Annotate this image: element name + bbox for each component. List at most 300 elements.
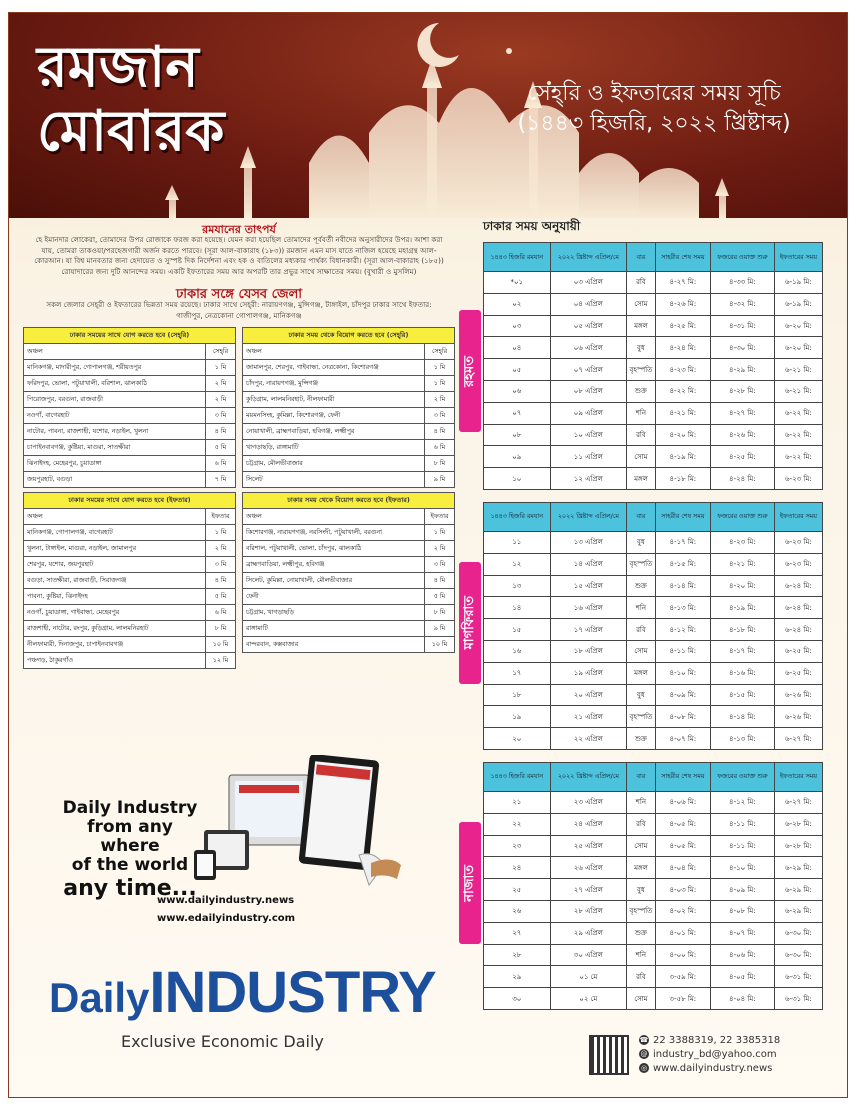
timetable-cell: ২৫: [484, 879, 551, 901]
promo-url-1[interactable]: www.dailyindustry.news: [157, 895, 295, 906]
timetable-cell: ৪-২৭ মি:: [710, 402, 774, 424]
minutes-cell: ২ মি: [206, 541, 236, 557]
email-text[interactable]: industry_bd@yahoo.com: [653, 1049, 777, 1060]
minutes-cell: ৪ মি: [206, 573, 236, 589]
timetable-cell: ৪-২১ মি:: [655, 402, 710, 424]
districts-text: সকল জেলার সেহ্‌রী ও ইফতারের ভিন্নতা সময় রয়েছে। ঢাকার সাথে সেহ্‌রী: নারায়ণগঞ্জ, মুন্সিগঞ্জ, টাঙ্গাইল, চাঁদপুর ঢাকার সাথে ইফতার: গাজীপুর, নেত্রকোনা গোপালগঞ্জ, মানিকগঞ্জ: [46, 300, 432, 320]
timetable-cell: রবি: [627, 272, 656, 294]
timetable-cell: ৪-০০ মি:: [655, 944, 710, 966]
timetable-cell: ১১ এপ্রিল: [550, 446, 627, 468]
table-caption-row: [24, 328, 236, 344]
timetable-cell: ৬-২৭ মি:: [774, 791, 822, 813]
phone-text: 22 3388319, 22 3385318: [653, 1035, 781, 1046]
timetable-cell: মঙ্গল: [627, 662, 656, 684]
area-cell: সিলেট: [243, 472, 425, 488]
timetable-cell: সোম: [627, 988, 656, 1010]
timetable-row: [484, 922, 823, 944]
subtitle-line-1: সেহ্‌রি ও ইফতারের সময় সূচি: [527, 81, 781, 106]
promo-line-3: of the world: [71, 855, 189, 875]
timetable-cell: শনি: [627, 944, 656, 966]
timetable-cell: ৪-০২ মি:: [655, 900, 710, 922]
timetable-cell: ৩-৫৮ মি:: [655, 988, 710, 1010]
table-row: [243, 424, 455, 440]
timetable-cell: ৪-০৫ মি:: [710, 966, 774, 988]
timetable-cell: ৬-২৩ মি:: [774, 531, 822, 553]
area-cell: ময়মনসিংহ, কুমিল্লা, কিশোরগঞ্জ, ফেনী: [243, 408, 425, 424]
timetable-cell: ০৫ এপ্রিল: [550, 315, 627, 337]
timetable-column-header: বার: [627, 502, 656, 531]
timetable-cell: ৬-২৪ মি:: [774, 597, 822, 619]
timetable-column-header: ফজরের ওয়াক্ত শুরু: [710, 243, 774, 272]
timetable-cell: ৬-৩০ মি:: [774, 922, 822, 944]
timetable-cell: ৪-২০ মি:: [710, 575, 774, 597]
area-cell: চাপাইনবাবগঞ্জ, কুষ্টিয়া, মাগুরা, সাতক্ষীরা: [24, 440, 206, 456]
timetable-cell: ৪-২৫ মি:: [710, 446, 774, 468]
left-column: [23, 218, 455, 673]
area-cell: শেরপুর, যশোর, জয়পুরহাট: [24, 557, 206, 573]
timetable-cell: সোম: [627, 293, 656, 315]
schedule-heading: ঢাকার সময় অনুযায়ী: [483, 219, 581, 233]
timetable-row: [484, 640, 823, 662]
area-cell: বগুড়া, সাতক্ষীরা, রাজবাড়ী, সিরাজগঞ্জ: [24, 573, 206, 589]
promo-section: [29, 755, 459, 945]
timetable-cell: শুক্র: [627, 380, 656, 402]
timetable-cell: ৬-২৫ মি:: [774, 640, 822, 662]
timetable-cell: ৪-০১ মি:: [655, 922, 710, 944]
timetable-cell: ২৯: [484, 966, 551, 988]
minutes-cell: ১ মি: [206, 525, 236, 541]
minutes-cell: ৪ মি: [425, 424, 455, 440]
timetable-cell: ২২ এপ্রিল: [550, 728, 627, 750]
timetable-cell: ৪-২৭ মি:: [655, 272, 710, 294]
timetable-cell: ৬-২০ মি:: [774, 315, 822, 337]
timetable-cell: বৃহস্পতি: [627, 706, 656, 728]
timetable-cell: ১২: [484, 553, 551, 575]
minutes-cell: ৭ মি: [206, 472, 236, 488]
minutes-cell: ৪ মি: [206, 424, 236, 440]
timetable-cell: ৪-২৩ মি:: [710, 531, 774, 553]
timetable-cell: ২৪ এপ্রিল: [550, 813, 627, 835]
minutes-cell: ৬ মি: [425, 440, 455, 456]
timetable-row: [484, 446, 823, 468]
area-cell: চাঁদপুর, নারায়ণগঞ্জ, মুন্সিগঞ্জ: [243, 376, 425, 392]
timetable: [483, 242, 823, 490]
column-header-area: অঞ্চল: [24, 509, 206, 525]
column-header-area: অঞ্চল: [24, 344, 206, 360]
brand-name: [49, 960, 436, 1028]
timetable-row: [484, 531, 823, 553]
timetable-cell: ৬-২৪ মি:: [774, 619, 822, 641]
timetable-cell: ০৯ এপ্রিল: [550, 402, 627, 424]
minutes-cell: ৫ মি: [206, 440, 236, 456]
timetable-cell: ১৩: [484, 575, 551, 597]
table-row: [243, 525, 455, 541]
adjustment-table: [242, 492, 455, 653]
area-cell: নওগাঁ, চুয়াডাঙ্গা, গাইবান্ধা, মেহেরপুর: [24, 605, 206, 621]
timetable-cell: ০৭: [484, 402, 551, 424]
brand-logo: [49, 960, 436, 1051]
timetable-header-row: [484, 762, 823, 791]
minutes-cell: ১ মি: [425, 525, 455, 541]
brand-name-main: INDUSTRY: [149, 960, 436, 1025]
timetable-cell: ৪-০৬ মি:: [655, 791, 710, 813]
table-row: [24, 456, 236, 472]
table-header-row: [243, 509, 455, 525]
timetable-row: [484, 835, 823, 857]
phase-label: মাগফিরাত: [461, 596, 477, 650]
area-cell: সিলেট, কুমিল্লা, নোয়াখালী, মৌলভীবাজার: [243, 573, 425, 589]
timetable-cell: ০৮: [484, 424, 551, 446]
minutes-cell: ২ মি: [206, 392, 236, 408]
area-cell: নওগাঁ, বাগেরহাট: [24, 408, 206, 424]
area-cell: পাবনা, কুষ্টিয়া, ঝিনাইদহ: [24, 589, 206, 605]
timetable-cell: ১৯: [484, 706, 551, 728]
timetable-cell: ৪-২৬ মি:: [710, 424, 774, 446]
timetable-row: [484, 706, 823, 728]
minutes-cell: ৮ মি: [206, 621, 236, 637]
timetable-cell: ৪-১৮ মি:: [655, 468, 710, 490]
adjustment-table: [23, 492, 236, 669]
timetable-cell: ৪-২৩ মি:: [655, 359, 710, 381]
subtitle-line-2: (১৪৪৩ হিজরি, ২০২২ খ্রিষ্টাব্দ): [517, 111, 791, 136]
timetable-cell: ৬-১৯ মি:: [774, 272, 822, 294]
timetable-cell: ৬-২৩ মি:: [774, 468, 822, 490]
page-title: [37, 35, 287, 163]
area-cell: কুড়িগ্রাম, লালমনিরহাট, নীলফামারী: [243, 392, 425, 408]
timetable-column-header: ফজরের ওয়াক্ত শুরু: [710, 502, 774, 531]
timetable-cell: ৪-১২ মি:: [655, 619, 710, 641]
timetable-cell: ১০ এপ্রিল: [550, 424, 627, 446]
timetable-cell: সোম: [627, 835, 656, 857]
timetable-cell: ৪-১৪ মি:: [655, 575, 710, 597]
email-icon: @: [640, 1050, 648, 1058]
area-cell: বরিশাল, পটুয়াখালী, ভোলা, চাঁদপুর, ঝালকাঠি: [243, 541, 425, 557]
table-row: [24, 472, 236, 488]
area-cell: পঞ্চগড়, ঠাকুরগাঁও: [24, 653, 206, 669]
timetable-cell: ৪-১৯ মি:: [710, 597, 774, 619]
promo-line-1: Daily Industry: [62, 798, 198, 818]
timetable-cell: ২৩ এপ্রিল: [550, 791, 627, 813]
timetable-column-header: ১৪৪৩ হিজরি রমযান: [484, 243, 551, 272]
timetable-cell: ২৬ এপ্রিল: [550, 857, 627, 879]
timetable-cell: ০৭ এপ্রিল: [550, 359, 627, 381]
timetable-cell: ৪-২৫ মি:: [655, 315, 710, 337]
promo-line-4: any time...: [63, 876, 197, 901]
timetable: [483, 502, 823, 750]
timetable-column-header: ফজরের ওয়াক্ত শুরু: [710, 762, 774, 791]
timetable-cell: বুধ: [627, 337, 656, 359]
timetable-column-header: সাহরীর শেষ সময়: [655, 502, 710, 531]
area-cell: মানিকগঞ্জ, মাদারীপুর, গোপালগঞ্জ, শরীয়তপুর: [24, 360, 206, 376]
timetable-row: [484, 900, 823, 922]
timetable-cell: ৬-২৯ মি:: [774, 900, 822, 922]
table-row: [24, 408, 236, 424]
qr-code-icon[interactable]: [589, 1035, 629, 1075]
timetable-row: [484, 272, 823, 294]
timetable-cell: ৩০ এপ্রিল: [550, 944, 627, 966]
table-row: [243, 589, 455, 605]
timetable-cell: ১১: [484, 531, 551, 553]
districts-heading: ঢাকার সঙ্গে যেসব জেলা: [175, 287, 303, 302]
timetable-cell: ০৫: [484, 359, 551, 381]
timetable-row: [484, 684, 823, 706]
timetable-cell: শুক্র: [627, 728, 656, 750]
timetable-cell: ০৯: [484, 446, 551, 468]
timetable-cell: ৬-২২ মি:: [774, 402, 822, 424]
table-row: [243, 637, 455, 653]
timetable-cell: ০৪ এপ্রিল: [550, 293, 627, 315]
timetable-cell: ৬-২৯ মি:: [774, 857, 822, 879]
schedule-blocks: [457, 242, 842, 1010]
timetable-cell: রবি: [627, 966, 656, 988]
timetable-cell: শনি: [627, 791, 656, 813]
phone-icon: ☎: [639, 1036, 649, 1044]
timetable-cell: ৪-৩১ মি:: [710, 315, 774, 337]
table-row: [243, 621, 455, 637]
schedule-block: [457, 242, 842, 490]
table-caption: ঢাকার সময়ের সাথে যোগ করতে হবে (সেহ্‌রি): [24, 328, 236, 344]
title-line-2: মোবারক: [37, 98, 225, 164]
timetable-cell: ৪-০৯ মি:: [710, 879, 774, 901]
area-cell: চট্টগ্রাম, মৌলভীবাজার: [243, 456, 425, 472]
timetable-row: [484, 813, 823, 835]
timetable-column-header: বার: [627, 762, 656, 791]
contact-website: [639, 1062, 780, 1076]
timetable-row: [484, 988, 823, 1010]
column-header-value: সেহ্‌রি: [206, 344, 236, 360]
timetable-cell: ১০: [484, 468, 551, 490]
timetable-cell: ০৩: [484, 315, 551, 337]
area-cell: পিরোজপুর, বরগুনা, রাজবাড়ী: [24, 392, 206, 408]
timetable-cell: ১৩ এপ্রিল: [550, 531, 627, 553]
minutes-cell: ২ মি: [425, 392, 455, 408]
timetable-row: [484, 857, 823, 879]
timetable-row: [484, 380, 823, 402]
timetable-cell: ৪-০৩ মি:: [655, 879, 710, 901]
column-header-area: অঞ্চল: [243, 344, 425, 360]
minutes-cell: ২ মি: [206, 376, 236, 392]
timetable-header-row: [484, 502, 823, 531]
timetable-cell: ৬-২৫ মি:: [774, 662, 822, 684]
timetable-cell: ২১: [484, 791, 551, 813]
minutes-cell: ১২ মি: [206, 653, 236, 669]
timetable-cell: ১৬ এপ্রিল: [550, 597, 627, 619]
area-cell: নাটোর, পাবনা, রাজশাহী, যশোর, নড়াইল, খুলনা: [24, 424, 206, 440]
timetable-cell: বুধ: [627, 531, 656, 553]
timetable-cell: ০৬ এপ্রিল: [550, 337, 627, 359]
timetable-cell: ১৭ এপ্রিল: [550, 619, 627, 641]
timetable-cell: ২৬: [484, 900, 551, 922]
area-cell: খুলনা, টাঙ্গাইল, মাগুরা, নড়াইল, জামালপুর: [24, 541, 206, 557]
minutes-cell: ৫ মি: [425, 589, 455, 605]
timetable-cell: ৪-০৯ মি:: [655, 684, 710, 706]
timetable-cell: ২৮ এপ্রিল: [550, 900, 627, 922]
timetable-cell: ৬-২৯ মি:: [774, 879, 822, 901]
timetable-row: [484, 553, 823, 575]
timetable-cell: ৬-২৪ মি:: [774, 575, 822, 597]
timetable-cell: সোম: [627, 446, 656, 468]
timetable-cell: বুধ: [627, 879, 656, 901]
timetable-cell: ৬-২৬ মি:: [774, 706, 822, 728]
timetable-cell: ৬-৩১ মি:: [774, 988, 822, 1010]
timetable-cell: শুক্র: [627, 922, 656, 944]
table-row: [24, 573, 236, 589]
timetable-cell: ২৫ এপ্রিল: [550, 835, 627, 857]
timetable-cell: ২০: [484, 728, 551, 750]
timetable-cell: ৪-২৯ মি:: [710, 359, 774, 381]
phase-tab: [459, 822, 481, 944]
table-row: [24, 605, 236, 621]
timetable-column-header: ইফতারের সময়: [774, 502, 822, 531]
contact-phone: [639, 1034, 780, 1048]
column-header-value: ইফতার: [425, 509, 455, 525]
schedule-section: [457, 218, 842, 1022]
area-cell: জয়পুরহাট, বগুড়া: [24, 472, 206, 488]
timetable-cell: ৬-২০ মি:: [774, 337, 822, 359]
timetable-cell: বৃহস্পতি: [627, 900, 656, 922]
timetable-cell: ৬-২২ মি:: [774, 446, 822, 468]
table-row: [243, 360, 455, 376]
minutes-cell: ৮ মি: [425, 605, 455, 621]
minutes-cell: ৪ মি: [425, 573, 455, 589]
area-cell: মানিকগঞ্জ, গোপালগঞ্জ, বাগেরহাট: [24, 525, 206, 541]
timetable-cell: রবি: [627, 813, 656, 835]
timetable-row: [484, 879, 823, 901]
table-row: [24, 589, 236, 605]
table-row: [243, 408, 455, 424]
timetable-cell: ২২: [484, 813, 551, 835]
table-header-row: [24, 344, 236, 360]
timetable-cell: ৪-১১ মি:: [710, 835, 774, 857]
area-cell: রাজশাহী, নাটোর, রংপুর, কুড়িগ্রাম, লালমনিরহাট: [24, 621, 206, 637]
timetable-cell: *০১: [484, 272, 551, 294]
area-cell: ফেনী: [243, 589, 425, 605]
promo-url-2[interactable]: www.edailyindustry.com: [157, 913, 296, 924]
timetable-cell: ৪-০৮ মি:: [655, 706, 710, 728]
timetable-cell: ৪-১২ মি:: [710, 791, 774, 813]
minutes-cell: ৬ মি: [206, 605, 236, 621]
area-cell: রাঙ্গামাটি: [243, 621, 425, 637]
minutes-cell: ৯ মি: [425, 472, 455, 488]
adjustment-table: [242, 327, 455, 488]
timetable-cell: ৪-১১ মি:: [655, 640, 710, 662]
timetable-row: [484, 791, 823, 813]
timetable-row: [484, 315, 823, 337]
timetable-cell: ৪-১৪ মি:: [710, 706, 774, 728]
timetable-cell: ৪-০৭ মি:: [655, 728, 710, 750]
timetable-column-header: ২০২২ খ্রিষ্টাব্দ এপ্রিল/মে: [550, 762, 627, 791]
timetable-cell: ০৩ এপ্রিল: [550, 272, 627, 294]
table-row: [243, 472, 455, 488]
schedule-block: [457, 502, 842, 750]
timetable-cell: মঙ্গল: [627, 857, 656, 879]
timetable-row: [484, 337, 823, 359]
minutes-cell: ৩ মি: [425, 557, 455, 573]
area-cell: ঝিনাইদহ, মেহেরপুর, চুয়াডাঙ্গা: [24, 456, 206, 472]
timetable-cell: ৪-২২ মি:: [655, 380, 710, 402]
timetable-cell: ২৭ এপ্রিল: [550, 879, 627, 901]
timetable-cell: ০১ মে: [550, 966, 627, 988]
timetable-row: [484, 424, 823, 446]
phase-label: নাজাত: [461, 864, 477, 902]
timetable-cell: ৩০: [484, 988, 551, 1010]
timetable-cell: শনি: [627, 597, 656, 619]
brand-name-prefix: Daily: [49, 974, 150, 1021]
timetable-cell: ২৭: [484, 922, 551, 944]
timetable-cell: বুধ: [627, 684, 656, 706]
area-cell: নীলফামারী, দিনাজপুর, চাপাইনবাবগঞ্জ: [24, 637, 206, 653]
minutes-cell: ৩ মি: [425, 408, 455, 424]
table-row: [243, 392, 455, 408]
timetable-row: [484, 619, 823, 641]
brand-tagline: Exclusive Economic Daily: [121, 1032, 324, 1051]
timetable-cell: বৃহস্পতি: [627, 359, 656, 381]
timetable-cell: ৪-০৭ মি:: [710, 922, 774, 944]
timetable-column-header: ইফতারের সময়: [774, 243, 822, 272]
table-row: [24, 360, 236, 376]
timetable-column-header: ২০২২ খ্রিষ্টাব্দ এপ্রিল/মে: [550, 502, 627, 531]
table-caption-row: [243, 493, 455, 509]
timetable-cell: ১৫ এপ্রিল: [550, 575, 627, 597]
timetable-cell: ১৮: [484, 684, 551, 706]
poster: [8, 12, 848, 1098]
adjustment-table: [23, 327, 236, 488]
timetable-cell: ২৯ এপ্রিল: [550, 922, 627, 944]
timetable-cell: ৬-২২ মি:: [774, 424, 822, 446]
timetable-row: [484, 575, 823, 597]
website-text[interactable]: www.dailyindustry.news: [653, 1063, 773, 1074]
timetable-cell: ৪-১৮ মি:: [710, 619, 774, 641]
area-cell: বান্দরবান, কক্সবাজার: [243, 637, 425, 653]
minutes-cell: ১০ মি: [206, 637, 236, 653]
timetable-cell: ১৫: [484, 619, 551, 641]
timetable-cell: রবি: [627, 619, 656, 641]
timetable-cell: ২০ এপ্রিল: [550, 684, 627, 706]
timetable-cell: ৬-২১ মি:: [774, 380, 822, 402]
area-cell: নোয়াখালী, ব্রাহ্মণবাড়িয়া, হবিগঞ্জ, লক্ষ্মীপুর: [243, 424, 425, 440]
timetable-column-header: ২০২২ খ্রিষ্টাব্দ এপ্রিল/মে: [550, 243, 627, 272]
timetable-cell: ৪-০৬ মি:: [710, 944, 774, 966]
table-row: [243, 376, 455, 392]
table-row: [24, 653, 236, 669]
timetable-cell: মঙ্গল: [627, 315, 656, 337]
timetable-cell: ৪-১৯ মি:: [655, 446, 710, 468]
phase-tab: [459, 562, 481, 684]
timetable-header-row: [484, 243, 823, 272]
timetable-cell: ০৬: [484, 380, 551, 402]
table-row: [24, 637, 236, 653]
timetable-cell: শুক্র: [627, 575, 656, 597]
table-header-row: [243, 344, 455, 360]
column-header-area: অঞ্চল: [243, 509, 425, 525]
title-line-1: রমজান: [37, 34, 199, 100]
promo-slogan: [55, 799, 205, 903]
meaning-heading: রমযানের তাৎপর্য: [202, 223, 276, 236]
table-caption: ঢাকার সময় থেকে বিয়োগ করতে হবে (ইফতার): [243, 493, 455, 509]
timetable-column-header: সাহরীর শেষ সময়: [655, 762, 710, 791]
adjustment-column-right: [242, 327, 455, 673]
table-row: [243, 605, 455, 621]
timetable-cell: ৪-৩২ মি:: [710, 293, 774, 315]
timetable-cell: ৪-০৫ মি:: [655, 813, 710, 835]
timetable-cell: ৬-৩০ মি:: [774, 944, 822, 966]
timetable-cell: ৪-১৭ মি:: [710, 640, 774, 662]
header-banner: [9, 13, 847, 218]
timetable-cell: ৪-০৪ মি:: [710, 988, 774, 1010]
timetable-cell: ৪-১৫ মি:: [655, 553, 710, 575]
timetable-column-header: ১৪৪৩ হিজরি রমযান: [484, 502, 551, 531]
timetable-cell: ১৬: [484, 640, 551, 662]
